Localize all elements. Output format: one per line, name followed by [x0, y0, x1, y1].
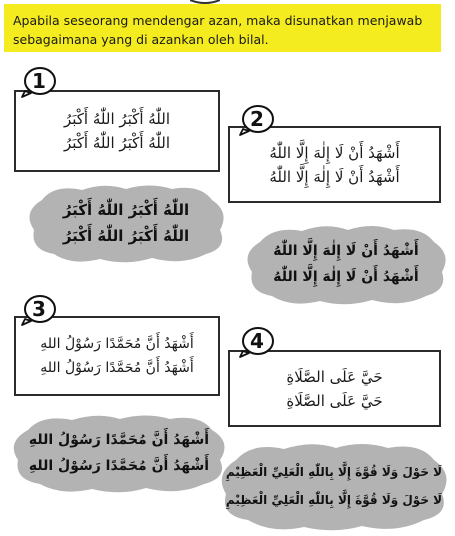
- section-number-badge-4: [240, 326, 274, 356]
- azan-card-1: [14, 90, 220, 172]
- section-number: 1: [32, 69, 46, 93]
- intro-note: [4, 4, 441, 52]
- response-cloud-4: [214, 440, 454, 532]
- response-line: اللّٰهُ أَكْبَرُ اللّٰهُ أَكْبَرُ: [62, 201, 190, 219]
- response-line: أَشْهَدُ أَنْ لَا إِلٰهَ إِلَّا اللّٰهُ: [273, 269, 419, 285]
- azan-line: حَيَّ عَلَى الصَّلَاةِ: [286, 391, 383, 410]
- response-line: اللّٰهُ أَكْبَرُ اللّٰهُ أَكْبَرُ: [62, 227, 190, 245]
- section-number-badge-3: [22, 294, 56, 324]
- response-cloud-2: [240, 222, 452, 306]
- section-number-badge-2: [240, 104, 274, 134]
- azan-line: اللّٰهُ أَكْبَرُ اللّٰهُ أَكْبَرُ: [63, 110, 171, 128]
- azan-card-4: [228, 350, 441, 427]
- azan-line: اللّٰهُ أَكْبَرُ اللّٰهُ أَكْبَرُ: [63, 134, 171, 152]
- response-cloud-3: [6, 412, 232, 494]
- response-line: لَا حَوْلَ وَلَا قُوَّةَ إِلَّا بِاللّٰهِ الْعَلِيِّ الْعَظِيْمِ: [225, 465, 443, 479]
- section-number: 3: [32, 297, 46, 321]
- section-number-badge-1: [22, 66, 56, 96]
- intro-line-2: sebagaimana yang di azankan oleh bilal.: [13, 32, 269, 47]
- azan-card-3: [14, 316, 220, 396]
- response-line: أَشْهَدُ أَنَّ مُحَمَّدًا رَسُوْلُ اللهِ: [28, 432, 210, 448]
- section-number: 2: [250, 107, 264, 131]
- section-number: 4: [250, 329, 264, 353]
- response-cloud-1: [22, 182, 230, 264]
- azan-line: أَشْهَدُ أَنَّ مُحَمَّدًا رَسُوْلُ اللهِ: [40, 336, 194, 352]
- azan-line: أَشْهَدُ أَنَّ مُحَمَّدًا رَسُوْلُ اللهِ: [40, 360, 194, 376]
- response-line: أَشْهَدُ أَنْ لَا إِلٰهَ إِلَّا اللّٰهُ: [273, 243, 419, 259]
- intro-line-1: Apabila seseorang mendengar azan, maka disunatkan menjawab: [13, 13, 423, 28]
- azan-card-2: [228, 126, 441, 203]
- response-line: أَشْهَدُ أَنَّ مُحَمَّدًا رَسُوْلُ اللهِ: [28, 458, 210, 474]
- azan-line: حَيَّ عَلَى الصَّلَاةِ: [286, 367, 383, 386]
- azan-line: أَشْهَدُ أَنْ لَا إِلٰهَ إِلَّا اللّٰهُ: [269, 167, 400, 186]
- azan-line: أَشْهَدُ أَنْ لَا إِلٰهَ إِلَّا اللّٰهُ: [269, 143, 400, 162]
- response-line: لَا حَوْلَ وَلَا قُوَّةَ إِلَّا بِاللّٰهِ الْعَلِيِّ الْعَظِيْمِ: [225, 493, 443, 507]
